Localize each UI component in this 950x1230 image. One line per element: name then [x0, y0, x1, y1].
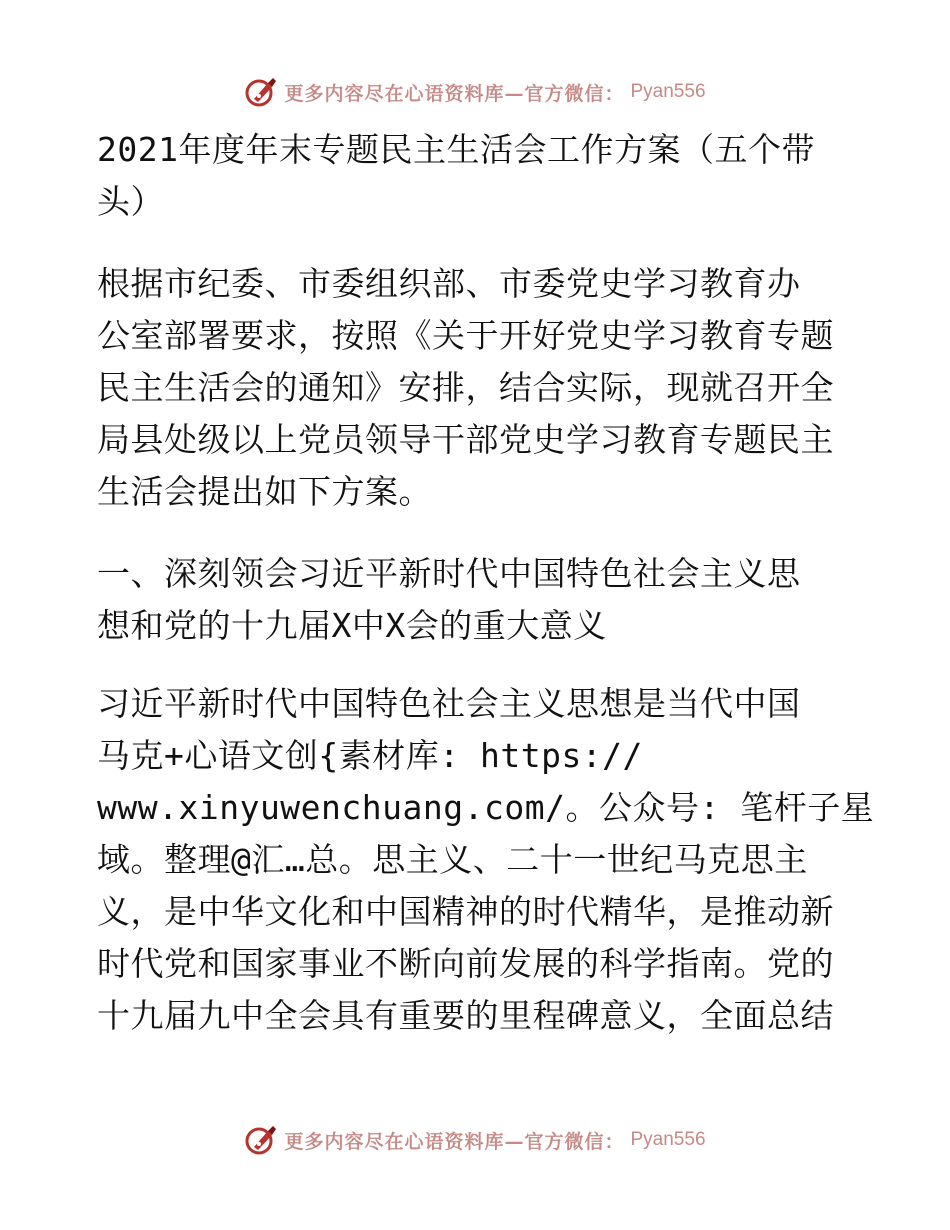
- watermark-handle: Pyan556: [630, 1129, 706, 1150]
- paragraph-line: 习近平新时代中国特色社会主义思想是当代中国: [97, 684, 801, 723]
- section-heading-1: [97, 548, 857, 652]
- paragraph-line: 马克+心语文创{素材库: https://: [97, 736, 643, 775]
- watermark-banner-bottom: [0, 1120, 950, 1160]
- paragraph-section-1: [97, 678, 875, 1042]
- paragraph-line: 时代党和国家事业不断向前发展的科学指南。党的: [97, 944, 834, 983]
- pen-nib-logo-icon: [244, 1123, 278, 1157]
- document-title: [97, 124, 857, 228]
- paragraph-line: 民主生活会的通知》安排，结合实际，现就召开全: [97, 368, 834, 407]
- watermark-handle: Pyan556: [630, 81, 706, 102]
- paragraph-line: 域。整理@汇…总。思主义、二十一世纪马克思主: [97, 840, 808, 879]
- paragraph-intro: [97, 258, 857, 518]
- title-line: 2021年度年末专题民主生活会工作方案（五个带: [97, 130, 815, 169]
- paragraph-line: 十九届九中全会具有重要的里程碑意义，全面总结: [97, 996, 834, 1035]
- paragraph-line: 局县处级以上党员领导干部党史学习教育专题民主: [97, 420, 834, 459]
- paragraph-line: 根据市纪委、市委组织部、市委党史学习教育办: [97, 264, 801, 303]
- heading-line: 一、深刻领会习近平新时代中国特色社会主义思: [97, 554, 801, 593]
- paragraph-line: 生活会提出如下方案。: [97, 472, 432, 511]
- pen-nib-logo-icon: [244, 75, 278, 109]
- document-body: [97, 124, 875, 1060]
- title-line: 头）: [97, 182, 164, 221]
- heading-line: 想和党的十九届X中X会的重大意义: [97, 606, 607, 645]
- paragraph-line: 公室部署要求，按照《关于开好党史学习教育专题: [97, 316, 834, 355]
- watermark-text: 更多内容尽在心语资料库—官方微信：: [284, 82, 625, 105]
- paragraph-line: 义，是中华文化和中国精神的时代精华，是推动新: [97, 892, 834, 931]
- watermark-banner-top: [0, 72, 950, 112]
- watermark-text: 更多内容尽在心语资料库—官方微信：: [284, 1130, 625, 1153]
- paragraph-line: www.xinyuwenchuang.com/。公众号: 笔杆子星: [97, 788, 875, 827]
